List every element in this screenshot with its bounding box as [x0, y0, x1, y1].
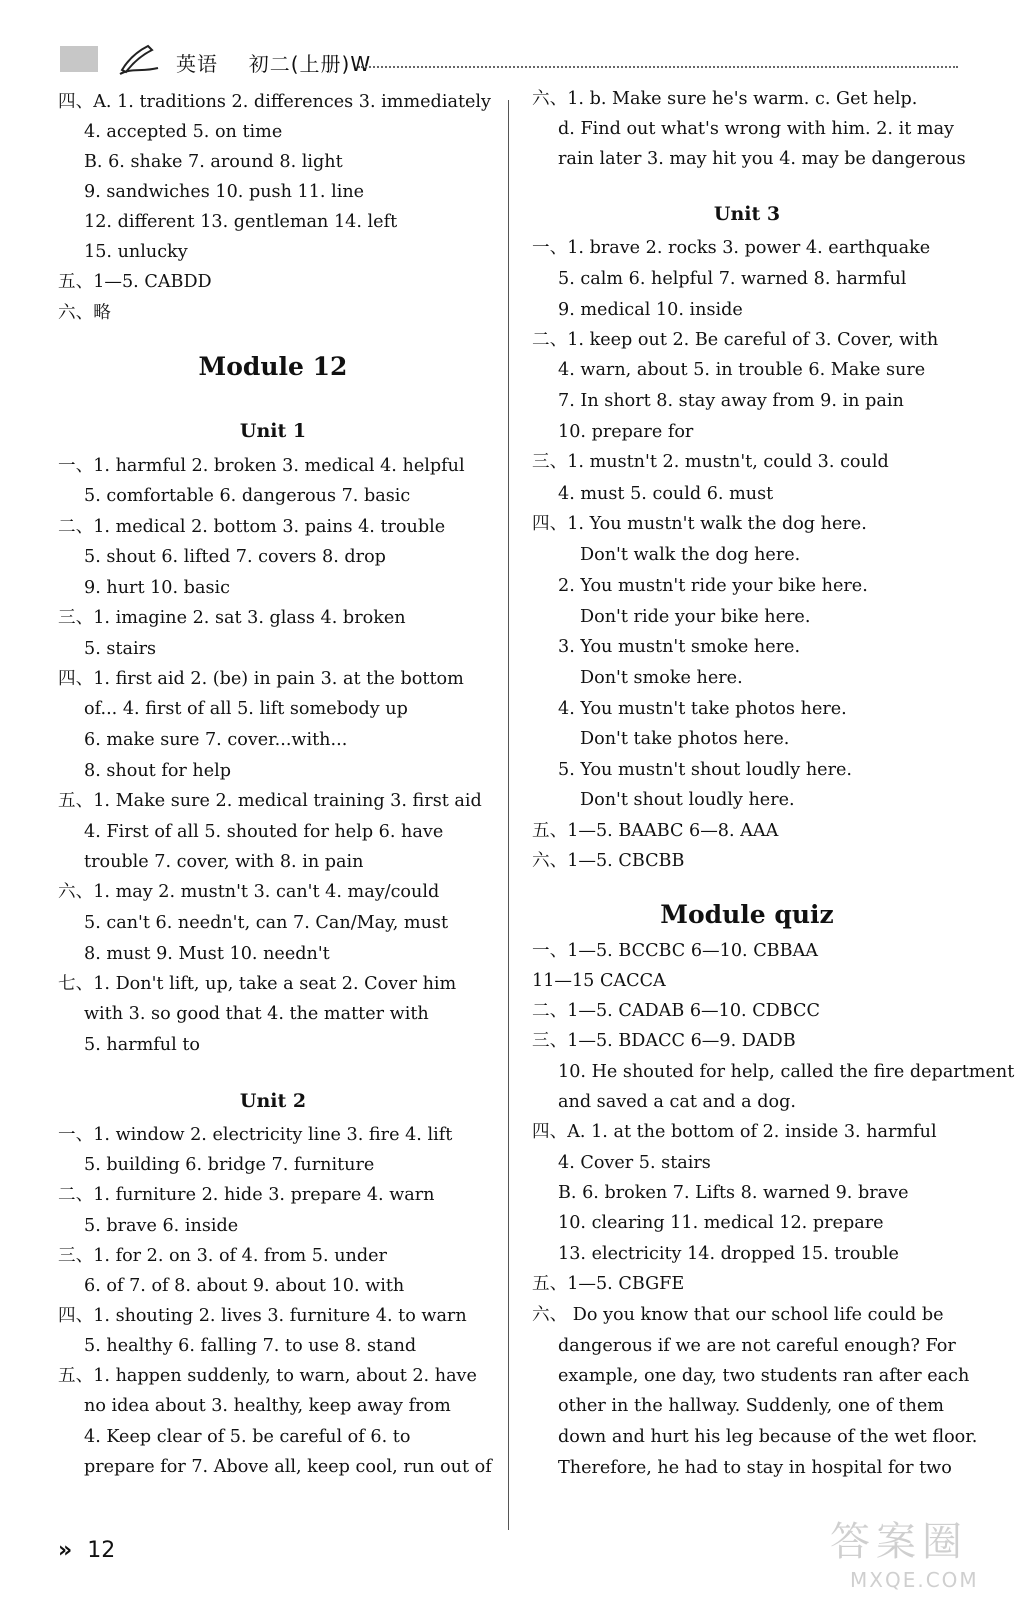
- answer-line: 五、1—5. BAABC 6—8. AAA: [532, 821, 779, 841]
- answer-line: 二、1—5. CADAB 6—10. CDBCC: [532, 1001, 820, 1021]
- watermark-url: MXQE.COM: [850, 1568, 979, 1592]
- answer-line: 五、1—5. CABDD: [58, 272, 212, 292]
- answer-line: 9. sandwiches 10. push 11. line: [84, 182, 365, 202]
- answer-line: 12. different 13. gentleman 14. left: [84, 212, 398, 232]
- answer-line: 五、1. happen suddenly, to warn, about 2. have: [58, 1366, 477, 1386]
- answer-line: 4. First of all 5. shouted for help 6. have: [84, 822, 444, 842]
- answer-line: 5. harmful to: [84, 1035, 201, 1055]
- pen-logo-icon: [118, 42, 162, 76]
- answer-line: 三、1. for 2. on 3. of 4. from 5. under: [58, 1246, 387, 1266]
- answer-line: d. Find out what's wrong with him. 2. it may: [558, 119, 954, 139]
- answer-line: no idea about 3. healthy, keep away from: [84, 1396, 451, 1416]
- page-header: [58, 40, 958, 80]
- answer-line: 8. shout for help: [84, 761, 232, 781]
- answer-line: 5. brave 6. inside: [84, 1216, 239, 1236]
- answer-line: 15. unlucky: [84, 242, 188, 262]
- answer-line: 四、1. shouting 2. lives 3. furniture 4. to warn: [58, 1306, 467, 1326]
- watermark-logo: [830, 1510, 1020, 1600]
- answer-line: 7. In short 8. stay away from 9. in pain: [558, 391, 904, 411]
- answer-line: other in the hallway. Suddenly, one of them: [558, 1396, 944, 1416]
- answer-line: 5. You mustn't shout loudly here.: [558, 760, 852, 780]
- answer-line: 4. You mustn't take photos here.: [558, 699, 847, 719]
- answer-line: Therefore, he had to stay in hospital for two: [558, 1458, 952, 1478]
- answer-line: 9. hurt 10. basic: [84, 578, 230, 598]
- answer-line: 6. of 7. of 8. about 9. about 10. with: [84, 1276, 405, 1296]
- answer-line: 四、1. first aid 2. (be) in pain 3. at the bottom: [58, 669, 464, 689]
- answer-line: 4. warn, about 5. in trouble 6. Make sure: [558, 360, 926, 380]
- answer-line: 一、1. window 2. electricity line 3. fire 4. lift: [58, 1125, 453, 1145]
- answer-line: 5. calm 6. helpful 7. warned 8. harmful: [558, 269, 907, 289]
- answer-line: 六、1. may 2. mustn't 3. can't 4. may/could: [58, 882, 440, 902]
- answer-line: 5. comfortable 6. dangerous 7. basic: [84, 486, 411, 506]
- header-bar: [60, 46, 98, 72]
- answer-line: example, one day, two students ran after each: [558, 1366, 970, 1386]
- answer-line: Don't shout loudly here.: [580, 790, 795, 810]
- module-title: Module 12: [198, 352, 348, 381]
- answer-line: 一、1—5. BCCBC 6—10. CBBAA: [532, 941, 818, 961]
- answer-line: 六、1. b. Make sure he's warm. c. Get help.: [532, 89, 918, 109]
- answer-line: Don't smoke here.: [580, 668, 743, 688]
- answer-line: and saved a cat and a dog.: [558, 1092, 796, 1112]
- header-grade: 初二(上册)W: [248, 52, 372, 76]
- answer-line: 4. Cover 5. stairs: [558, 1153, 711, 1173]
- answer-line: 4. must 5. could 6. must: [558, 484, 774, 504]
- answer-line: 6. make sure 7. cover...with...: [84, 730, 348, 750]
- answer-line: 5. can't 6. needn't, can 7. Can/May, must: [84, 913, 449, 933]
- answer-line: 三、1. imagine 2. sat 3. glass 4. broken: [58, 608, 406, 628]
- answer-line: 5. stairs: [84, 639, 157, 659]
- answer-line: 9. medical 10. inside: [558, 300, 743, 320]
- answer-line: dangerous if we are not careful enough? For: [558, 1336, 956, 1356]
- unit3-title: Unit 3: [713, 203, 781, 225]
- answer-line: 10. He shouted for help, called the fire department: [558, 1062, 1015, 1082]
- answer-line: 三、1. mustn't 2. mustn't, could 3. could: [532, 452, 889, 472]
- answer-line: Don't walk the dog here.: [580, 545, 801, 565]
- answer-line: 六、略: [58, 303, 111, 323]
- header-dotted-rule: [358, 66, 958, 68]
- watermark-text: 答案圈: [830, 1519, 968, 1565]
- answer-line: 5. shout 6. lifted 7. covers 8. drop: [84, 547, 386, 567]
- answer-line: 四、A. 1. traditions 2. differences 3. immediately: [58, 92, 491, 112]
- answer-line: 4. accepted 5. on time: [84, 122, 283, 142]
- answer-line: 五、1. Make sure 2. medical training 3. first aid: [58, 791, 482, 811]
- answer-line: 10. prepare for: [558, 422, 694, 442]
- answer-line: 一、1. harmful 2. broken 3. medical 4. helpful: [58, 456, 465, 476]
- double-chevron-icon: »: [58, 1538, 73, 1563]
- answer-line: 六、1—5. CBCBB: [532, 851, 685, 871]
- column-divider: [508, 100, 509, 1530]
- answer-line: 13. electricity 14. dropped 15. trouble: [558, 1244, 899, 1264]
- answer-line: with 3. so good that 4. the matter with: [84, 1004, 429, 1024]
- answer-line: 二、1. furniture 2. hide 3. prepare 4. warn: [58, 1185, 435, 1205]
- header-subject: 英语: [176, 52, 218, 76]
- answer-line: B. 6. shake 7. around 8. light: [84, 152, 343, 172]
- answer-line: 2. You mustn't ride your bike here.: [558, 576, 868, 596]
- answer-line: rain later 3. may hit you 4. may be dangerous: [558, 149, 966, 169]
- answer-line: 二、1. keep out 2. Be careful of 3. Cover, with: [532, 330, 939, 350]
- answer-line: 8. must 9. Must 10. needn't: [84, 944, 330, 964]
- answer-line: 3. You mustn't smoke here.: [558, 637, 801, 657]
- answer-line: 11—15 CACCA: [532, 971, 666, 991]
- answer-line: 三、1—5. BDACC 6—9. DADB: [532, 1031, 796, 1051]
- page-number-value: 12: [87, 1538, 116, 1563]
- answer-line: of... 4. first of all 5. lift somebody up: [84, 699, 408, 719]
- answer-line: 四、1. You mustn't walk the dog here.: [532, 514, 867, 534]
- answer-line: Don't ride your bike here.: [580, 607, 811, 627]
- answer-line: 六、 Do you know that our school life could be: [532, 1305, 944, 1325]
- answer-line: prepare for 7. Above all, keep cool, run out of: [84, 1457, 492, 1477]
- answer-line: down and hurt his leg because of the wet floor.: [558, 1427, 978, 1447]
- unit1-title: Unit 1: [239, 420, 307, 442]
- answer-line: 5. building 6. bridge 7. furniture: [84, 1155, 375, 1175]
- answer-line: B. 6. broken 7. Lifts 8. warned 9. brave: [558, 1183, 909, 1203]
- answer-line: trouble 7. cover, with 8. in pain: [84, 852, 364, 872]
- page-number: [58, 1538, 115, 1563]
- answer-line: Don't take photos here.: [580, 729, 790, 749]
- answer-line: 五、1—5. CBGFE: [532, 1274, 685, 1294]
- module-quiz-title: Module quiz: [660, 900, 834, 929]
- header-title: [176, 48, 371, 77]
- answer-line: 四、A. 1. at the bottom of 2. inside 3. harmful: [532, 1122, 937, 1142]
- answer-line: 七、1. Don't lift, up, take a seat 2. Cover him: [58, 974, 457, 994]
- answer-line: 5. healthy 6. falling 7. to use 8. stand: [84, 1336, 417, 1356]
- answer-line: 一、1. brave 2. rocks 3. power 4. earthquake: [532, 238, 931, 258]
- answer-line: 4. Keep clear of 5. be careful of 6. to: [84, 1427, 411, 1447]
- answer-line: 10. clearing 11. medical 12. prepare: [558, 1213, 884, 1233]
- answer-line: 二、1. medical 2. bottom 3. pains 4. trouble: [58, 517, 446, 537]
- unit2-title: Unit 2: [239, 1090, 307, 1112]
